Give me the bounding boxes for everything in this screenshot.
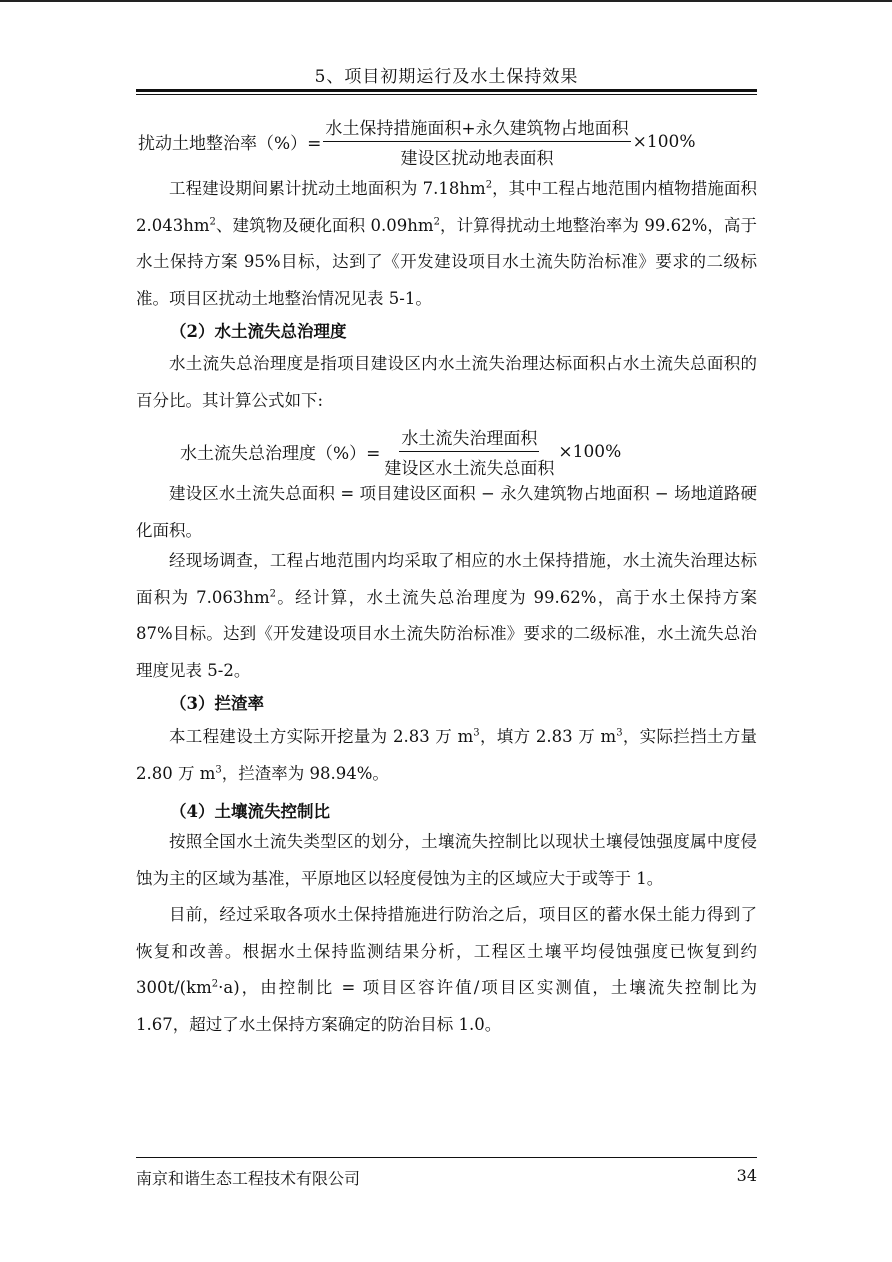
- formula-denominator: 建设区水土流失总面积: [384, 459, 555, 479]
- page-top-edge: [0, 0, 892, 2]
- text-run: 。经计算，水土流失总治理度为 99.62%，高于水土保持方案 87%目标。达到《开发建设项目水土流失防治标准》要求的二级标准，水土流失总治理度见表 5-2。: [136, 587, 757, 680]
- superscript: 3: [473, 727, 480, 739]
- formula-disturbed-land-rate: [138, 114, 696, 169]
- formula-suffix: ×100%: [632, 131, 696, 152]
- text-run: 目前，经过采取各项水土保持措施进行防治之后，项目区的蓄水保土能力得到了恢复和改善。根据水土保持监测结果分析，工程区土壤平均侵蚀强度已恢复到约 300t/(km: [136, 905, 757, 997]
- paragraph-loss-control-result: [136, 897, 757, 1043]
- section-heading-4: （4）土壤流失控制比: [170, 802, 330, 821]
- formula-lhs: 水土流失总治理度（%）=: [180, 444, 381, 464]
- text-run: ，拦渣率为 98.94%。: [221, 763, 389, 783]
- header-rule-thin: [136, 94, 757, 95]
- superscript: 3: [215, 764, 222, 775]
- formula-denominator: 建设区扰动地表面积: [400, 149, 554, 169]
- paragraph-total-control-result: [136, 543, 757, 689]
- text-run: 、建筑物及硬化面积 0.09hm: [215, 215, 434, 235]
- formula-suffix: ×100%: [558, 441, 622, 462]
- text-run: 工程建设期间累计扰动土地面积为 7.18hm: [169, 179, 486, 198]
- superscript: 2: [433, 216, 440, 227]
- paragraph-disturbed-land: [136, 171, 757, 317]
- formula-numerator: 水土保持措施面积+永久建筑物占地面积: [323, 114, 630, 142]
- footer-company: 南京和谐生态工程技术有限公司: [136, 1169, 361, 1188]
- formula-numerator: 水土流失治理面积: [399, 424, 539, 452]
- superscript: 2: [269, 588, 276, 599]
- text-run: ，计算得扰动土地整治率为 99.62%，高于水土保持方案 95%目标，达到了《开发建设项目水土流失防治标准》要求的二级标准。项目区扰动土地整治情况见表 5-1。: [136, 215, 757, 308]
- superscript: 2: [485, 179, 493, 191]
- formula-fraction: [323, 114, 630, 169]
- formula-lhs: 扰动土地整治率（%）=: [138, 134, 322, 154]
- header-rule-thick: [136, 89, 757, 92]
- formula-total-control-degree: [180, 424, 621, 479]
- text-run: ，填方 2.83 万 m: [479, 727, 617, 746]
- superscript: 3: [616, 727, 623, 739]
- paragraph-total-area-definition: 建设区水土流失总面积 = 项目建设区面积 − 永久建筑物占地面积 − 场地道路硬化面积。: [136, 484, 757, 540]
- text-run: ·a)，由控制比 = 项目区容许值/项目区实测值，土壤流失控制比为 1.67，超过了水土保持方案确定的防治目标 1.0。: [136, 978, 757, 1034]
- superscript: 2: [209, 216, 216, 227]
- page-header: 5、项目初期运行及水土保持效果: [314, 67, 579, 87]
- formula-fraction: [382, 424, 556, 479]
- text-run: ，实际拦挡土方量 2.80 万 m: [136, 727, 758, 783]
- text-run: 经现场调查，工程占地范围内均采取了相应的水土保持措施，水土流失治理达标面积为 7.063hm: [136, 551, 757, 607]
- page-number: 34: [736, 1166, 757, 1185]
- paragraph-slag-retention: [136, 719, 757, 792]
- section-heading-3: （3）拦渣率: [170, 694, 264, 713]
- section-heading-2: （2）水土流失总治理度: [170, 322, 347, 341]
- paragraph-loss-control-basis: 按照全国水土流失类型区的划分，土壤流失控制比以现状土壤侵蚀强度属中度侵蚀为主的区域为基准，平原地区以轻度侵蚀为主的区域应大于或等于 1。: [136, 832, 757, 888]
- text-run: ，其中工程占地范围内植物措施面积 2.043hm: [136, 179, 757, 235]
- superscript: 2: [211, 978, 219, 990]
- text-run: 本工程建设土方实际开挖量为 2.83 万 m: [169, 727, 474, 746]
- footer-rule: [136, 1157, 757, 1158]
- paragraph-total-control-definition: 水土流失总治理度是指项目建设区内水土流失治理达标面积占水土流失总面积的百分比。其计算公式如下:: [136, 354, 757, 410]
